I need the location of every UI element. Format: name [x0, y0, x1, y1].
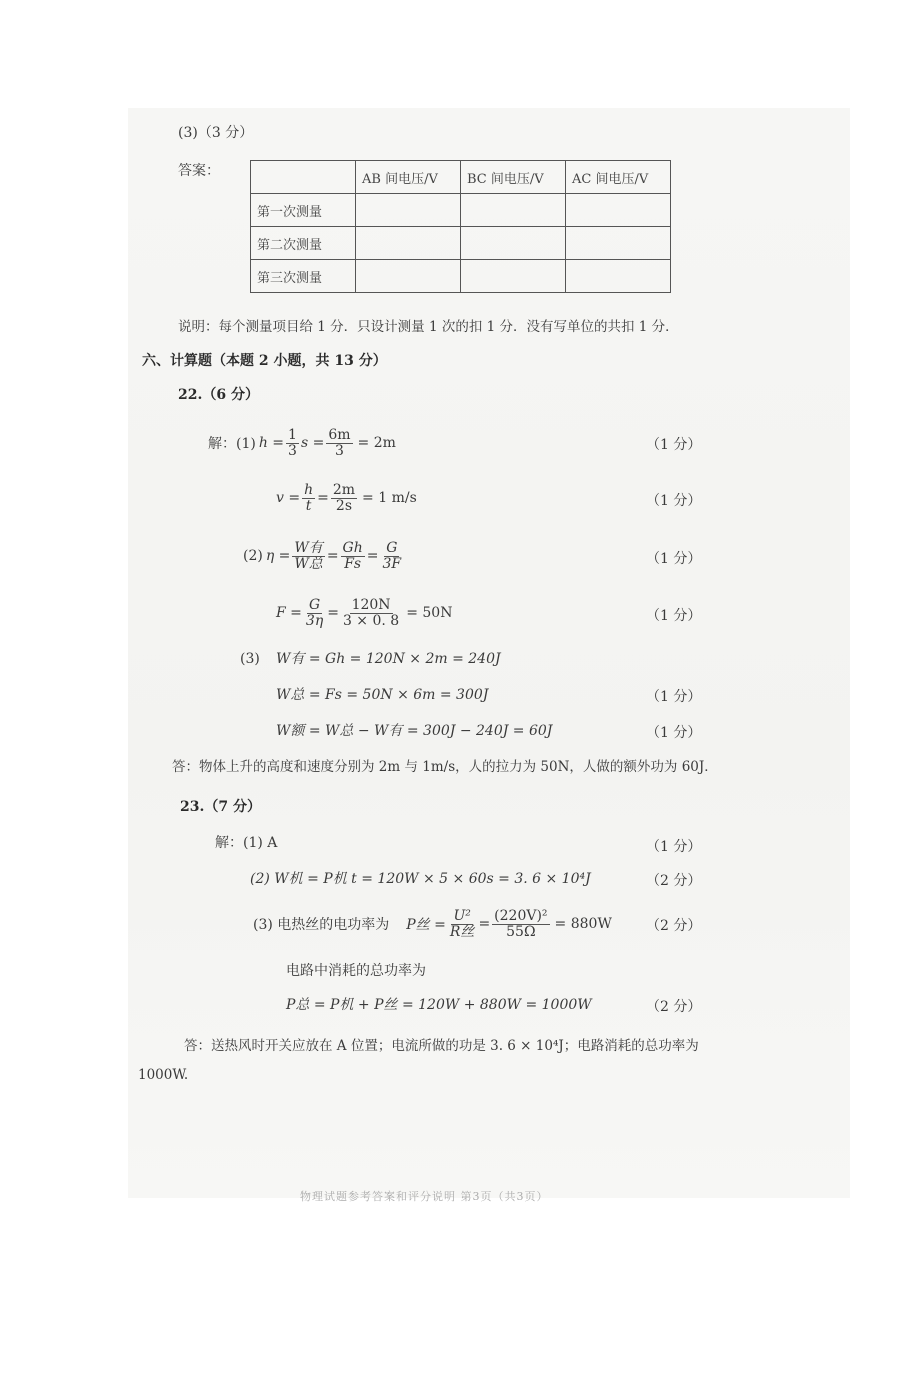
- table-header-cell: AC 间电压/V: [566, 161, 671, 194]
- score: （1 分）: [646, 437, 702, 453]
- score: （1 分）: [646, 608, 702, 624]
- fraction: $\frac{2m}{2s}$: [332, 481, 356, 514]
- score: （2 分）: [646, 999, 702, 1015]
- q22-eq3: (2) η = $\frac{\text{W有}}{\text{W总}}$ = $\frac{Gh}{Fs}$ = $\frac{G}{3F}$: [243, 539, 402, 572]
- table-row: [251, 194, 671, 227]
- table-header-cell: AB 间电压/V: [356, 161, 461, 194]
- q23-line2: (2) W机 = P机 t = 120W × 5 × 60s = 3. 6 × 10⁴J: [250, 871, 591, 887]
- fraction: $\frac{G}{3\eta}$: [305, 596, 324, 629]
- fraction: $\frac{120N}{3 \times 0. 8}$: [342, 596, 400, 629]
- fraction: $\frac{\text{W有}}{\text{W总}}$: [294, 539, 323, 572]
- q23-line5: P总 = P机 + P丝 = 120W + 880W = 1000W: [286, 997, 592, 1013]
- q23-eq3: (3) 电热丝的电功率为 P丝 = $\frac{\text{U²}}{\text{R丝}}$ = $\frac{\text{(220V)²}}{55\Omega}$ = 880W: [253, 907, 612, 940]
- fraction: $\frac{Gh}{Fs}$: [342, 539, 363, 572]
- q22-jie: 解：(1): [208, 436, 256, 452]
- q23-line4: 电路中消耗的总功率为: [286, 963, 426, 979]
- score: （1 分）: [646, 839, 702, 855]
- q22-answer: 答：物体上升的高度和速度分别为 2m 与 1m/s，人的拉力为 50N，人做的额外功为 60J．: [172, 759, 718, 775]
- fraction: $\frac{1}{3}$: [288, 426, 297, 459]
- table-header-cell: [251, 161, 356, 194]
- answer-label: 答案：: [178, 163, 220, 179]
- fraction: $\frac{G}{3F}$: [382, 539, 402, 572]
- section-title: 六、计算题（本题 2 小题，共 13 分）: [142, 353, 387, 369]
- table-header-cell: BC 间电压/V: [461, 161, 566, 194]
- table-row-label: 第一次测量: [251, 194, 356, 227]
- fraction: $\frac{\text{(220V)²}}{55\Omega}$: [494, 907, 548, 940]
- q23-answer-line1: 答：送热风时开关应放在 A 位置；电流所做的功是 3. 6 × 10⁴J；电路消耗的总功率为: [184, 1038, 699, 1054]
- score: （1 分）: [646, 551, 702, 567]
- q22-eq7: W额 = W总 − W有 = 300J − 240J = 60J: [276, 723, 553, 739]
- q22-eq1: 解：(1) h = $\frac{1}{3}$ s = $\frac{6m}{3}$ = 2m: [208, 426, 396, 459]
- score: （2 分）: [646, 873, 702, 889]
- table-row: [251, 227, 671, 260]
- table-header-row: [251, 161, 671, 194]
- q22-eq6: W总 = Fs = 50N × 6m = 300J: [276, 687, 489, 703]
- page-footer: 物理试题参考答案和评分说明 第3页（共3页）: [300, 1190, 549, 1203]
- q23-answer-line2: 1000W.: [138, 1067, 189, 1083]
- table-row: [251, 260, 671, 293]
- q22-part3: (3): [240, 651, 260, 667]
- q22-eq4: F = $\frac{G}{3\eta}$ = $\frac{120N}{3 \times 0. 8}$ = 50N: [276, 596, 453, 629]
- q21-part3-label: (3)（3 分）: [178, 125, 254, 141]
- q23-line1: 解：(1) A: [215, 835, 278, 851]
- q21-note: 说明：每个测量项目给 1 分．只设计测量 1 次的扣 1 分．没有写单位的共扣 1 分．: [178, 319, 679, 335]
- q22-header: 22.（6 分）: [178, 387, 259, 403]
- score: （1 分）: [646, 689, 702, 705]
- fraction: $\frac{6m}{3}$: [328, 426, 351, 459]
- fraction: $\frac{\text{U²}}{\text{R丝}}$: [449, 907, 475, 940]
- table-row-label: 第三次测量: [251, 260, 356, 293]
- score: （2 分）: [646, 918, 702, 934]
- score: （1 分）: [646, 493, 702, 509]
- q23-header: 23.（7 分）: [180, 799, 261, 815]
- q22-eq5: W有 = Gh = 120N × 2m = 240J: [276, 651, 501, 667]
- table-row-label: 第二次测量: [251, 227, 356, 260]
- score: （1 分）: [646, 725, 702, 741]
- fraction: $\frac{h}{t}$: [304, 481, 314, 514]
- answer-table: [250, 160, 671, 293]
- q22-eq2: v = $\frac{h}{t}$ = $\frac{2m}{2s}$ = 1 m/s: [276, 481, 417, 514]
